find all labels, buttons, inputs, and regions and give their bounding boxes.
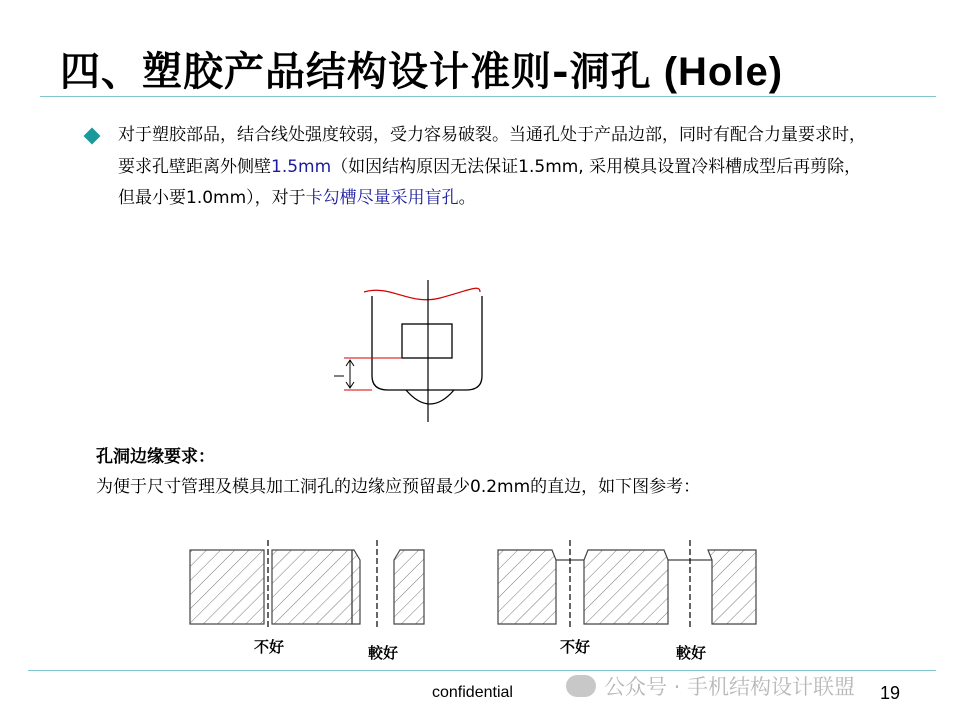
diamond-bullet-icon bbox=[84, 128, 101, 145]
section-text: 为便于尺寸管理及模具加工洞孔的边缘应预留最少0.2mm的直边，如下图参考： bbox=[96, 477, 701, 497]
section-title: 孔洞边缘要求： bbox=[96, 447, 215, 467]
page-number: 19 bbox=[880, 683, 901, 703]
body-paragraph: 对于塑胶部品，结合线处强度较弱，受力容易破裂。当通孔处于产品边部，同时有配合力量要求时，要求孔壁距离外侧壁1.5mm（如因结构原因无法保证1.5mm, 采用模具设置冷料槽成型后再剪除，但最小要1.0mm），对于卡勾槽尽量采用盲孔。 bbox=[118, 125, 866, 208]
edge-hole-diagram bbox=[330, 278, 510, 424]
hole-edge-comparison-diagram bbox=[188, 540, 758, 630]
wechat-icon bbox=[566, 675, 596, 697]
watermark: 公众号 · 手机结构设计联盟 bbox=[566, 671, 855, 701]
title-divider bbox=[40, 96, 936, 97]
caption-good-2: 較好 bbox=[676, 644, 707, 662]
caption-bad-2: 不好 bbox=[560, 638, 591, 656]
footer-label: confidential bbox=[432, 684, 513, 701]
page-title: 四、塑胶产品结构设计准则-洞孔 (Hole) bbox=[60, 48, 784, 95]
caption-good-1: 較好 bbox=[368, 644, 399, 662]
caption-bad-1: 不好 bbox=[254, 638, 285, 656]
